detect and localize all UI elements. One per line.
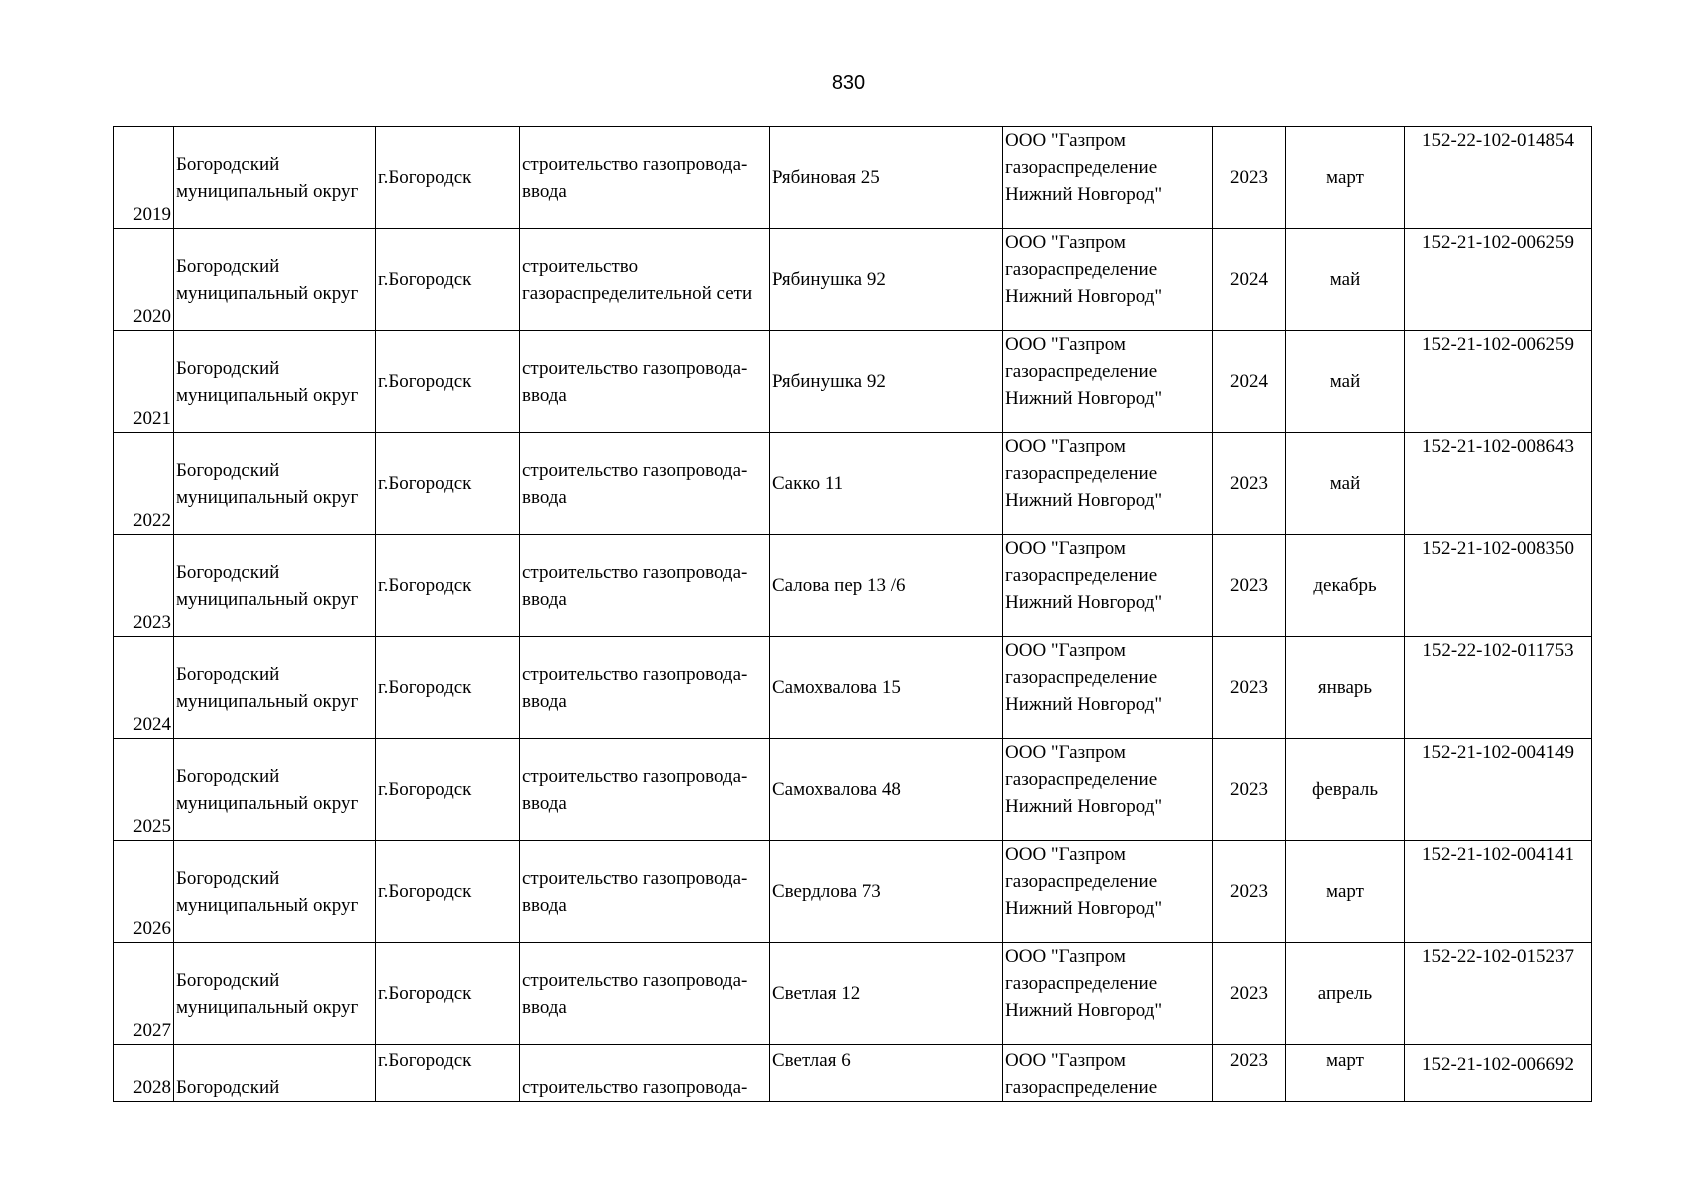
organization-cell-line: ООО "Газпром: [1005, 640, 1126, 661]
organization-cell-line: Нижний Новгород": [1005, 490, 1163, 511]
district-cell: [174, 229, 376, 331]
organization-cell-line: Нижний Новгород": [1005, 184, 1163, 205]
organization-cell-line: Нижний Новгород": [1005, 286, 1163, 307]
work-type-cell: [520, 229, 770, 331]
work-type-cell-line: строительство газопровода-: [522, 765, 748, 787]
organization-cell-line: Нижний Новгород": [1005, 898, 1163, 919]
district-cell-line: муниципальный округ: [176, 690, 359, 712]
year-cell: 2023: [1213, 127, 1286, 229]
table-row: [114, 841, 1592, 943]
row-number-cell: 2025: [114, 739, 174, 841]
district-cell-line: муниципальный округ: [176, 282, 359, 304]
city-cell: г.Богородск: [376, 943, 520, 1045]
district-cell-line: муниципальный округ: [176, 180, 359, 202]
city-cell: г.Богородск: [376, 637, 520, 739]
organization-cell-line: газораспределение: [1005, 565, 1158, 586]
table-row: [114, 127, 1592, 229]
city-cell: г.Богородск: [376, 229, 520, 331]
address-cell: Светлая 12: [770, 943, 1003, 1045]
work-type-cell-line: ввода: [522, 384, 567, 406]
organization-cell-line: ООО "Газпром: [1005, 232, 1126, 253]
organization-cell-line: Нижний Новгород": [1005, 388, 1163, 409]
district-cell: [174, 535, 376, 637]
page-number: 830: [831, 72, 866, 94]
month-cell: апрель: [1286, 943, 1405, 1045]
month-cell: март: [1286, 841, 1405, 943]
code-cell: 152-21-102-006692: [1405, 1045, 1592, 1102]
organization-cell-line: ООО "Газпром: [1005, 334, 1126, 355]
table-row: [114, 535, 1592, 637]
organization-cell: [1003, 637, 1213, 739]
work-type-cell: [520, 433, 770, 535]
table-row: [114, 739, 1592, 841]
district-cell-line: Богородский: [176, 867, 280, 889]
row-number-cell: 2024: [114, 637, 174, 739]
row-number-cell: 2021: [114, 331, 174, 433]
work-type-cell: [520, 535, 770, 637]
city-cell: г.Богородск: [376, 331, 520, 433]
month-cell: март: [1286, 127, 1405, 229]
work-type-cell-line: ввода: [522, 486, 567, 508]
work-type-cell: [520, 637, 770, 739]
city-cell: г.Богородск: [376, 841, 520, 943]
district-cell-line: Богородский: [176, 459, 280, 481]
organization-cell-line: газораспределение: [1005, 871, 1158, 892]
organization-cell-line: Нижний Новгород": [1005, 1000, 1163, 1021]
address-cell: Рябинушка 92: [770, 229, 1003, 331]
work-type-cell-line: строительство газопровода-: [522, 663, 748, 685]
district-cell: [174, 841, 376, 943]
district-cell-line: муниципальный округ: [176, 792, 359, 814]
month-cell: май: [1286, 331, 1405, 433]
work-type-cell: [520, 841, 770, 943]
district-cell-line: муниципальный округ: [176, 588, 359, 610]
organization-cell-line: Нижний Новгород": [1005, 694, 1163, 715]
work-type-cell-line: строительство газопровода-: [522, 867, 748, 889]
work-type-cell-line: строительство: [522, 255, 639, 277]
organization-cell-line: газораспределение: [1005, 361, 1158, 382]
work-type-cell-line: строительство газопровода-: [522, 969, 748, 991]
district-cell: [174, 433, 376, 535]
organization-cell: [1003, 739, 1213, 841]
city-cell: г.Богородск: [376, 433, 520, 535]
organization-cell: [1003, 331, 1213, 433]
work-type-cell-line: ввода: [522, 690, 567, 712]
row-number-cell: 2019: [114, 127, 174, 229]
district-cell: [174, 127, 376, 229]
organization-cell-line: газораспределение: [1005, 157, 1158, 178]
gas-works-table: [113, 126, 1592, 1102]
code-cell: 152-22-102-014854: [1405, 127, 1592, 229]
row-number-cell: 2023: [114, 535, 174, 637]
organization-cell: [1003, 943, 1213, 1045]
organization-cell: [1003, 535, 1213, 637]
organization-cell-line: газораспределение: [1005, 769, 1158, 790]
organization-cell: [1003, 127, 1213, 229]
table-row: [114, 637, 1592, 739]
row-number-cell: 2022: [114, 433, 174, 535]
district-cell-line: муниципальный округ: [176, 894, 359, 916]
row-number-cell: 2027: [114, 943, 174, 1045]
organization-cell-line: газораспределение: [1005, 667, 1158, 688]
organization-cell-line: ООО "Газпром: [1005, 538, 1126, 559]
address-cell: Рябинушка 92: [770, 331, 1003, 433]
year-cell: 2023: [1213, 433, 1286, 535]
district-cell-line: Богородский: [176, 663, 280, 685]
work-type-cell-line: строительство газопровода-: [522, 1077, 748, 1098]
year-cell: 2023: [1213, 1045, 1286, 1102]
organization-cell-line: газораспределение: [1005, 1077, 1158, 1098]
month-cell: январь: [1286, 637, 1405, 739]
address-cell: Самохвалова 15: [770, 637, 1003, 739]
code-cell: 152-22-102-011753: [1405, 637, 1592, 739]
work-type-cell: [520, 739, 770, 841]
organization-cell-line: ООО "Газпром: [1005, 130, 1126, 151]
organization-cell-line: ООО "Газпром: [1005, 946, 1126, 967]
district-cell: [174, 331, 376, 433]
year-cell: 2024: [1213, 331, 1286, 433]
work-type-cell-line: ввода: [522, 894, 567, 916]
district-cell-line: муниципальный округ: [176, 486, 359, 508]
organization-cell-line: ООО "Газпром: [1005, 742, 1126, 763]
organization-cell-line: газораспределение: [1005, 463, 1158, 484]
district-cell-line: Богородский: [176, 255, 280, 277]
district-cell-line: Богородский: [176, 561, 280, 583]
code-cell: 152-21-102-004141: [1405, 841, 1592, 943]
row-number-cell: 2020: [114, 229, 174, 331]
month-cell: февраль: [1286, 739, 1405, 841]
organization-cell-line: ООО "Газпром: [1005, 436, 1126, 457]
address-cell: Сакко 11: [770, 433, 1003, 535]
district-cell-line: Богородский: [176, 357, 280, 379]
work-type-cell-line: ввода: [522, 996, 567, 1018]
district-cell-line: Богородский: [176, 765, 280, 787]
organization-cell-line: Нижний Новгород": [1005, 592, 1163, 613]
work-type-cell-line: строительство газопровода-: [522, 459, 748, 481]
year-cell: 2023: [1213, 535, 1286, 637]
year-cell: 2023: [1213, 739, 1286, 841]
district-cell: [174, 637, 376, 739]
table-body: [114, 127, 1592, 1102]
district-cell-line: Богородский: [176, 153, 280, 175]
code-cell: 152-21-102-008643: [1405, 433, 1592, 535]
code-cell: 152-21-102-004149: [1405, 739, 1592, 841]
organization-cell-line: ООО "Газпром: [1005, 844, 1126, 865]
organization-cell: [1003, 229, 1213, 331]
year-cell: 2023: [1213, 637, 1286, 739]
work-type-cell-line: строительство газопровода-: [522, 153, 748, 175]
district-cell-line: муниципальный округ: [176, 996, 359, 1018]
organization-cell-line: газораспределение: [1005, 973, 1158, 994]
work-type-cell: [520, 127, 770, 229]
city-cell: г.Богородск: [376, 127, 520, 229]
code-cell: 152-22-102-015237: [1405, 943, 1592, 1045]
month-cell: март: [1286, 1045, 1405, 1102]
work-type-cell-line: строительство газопровода-: [522, 561, 748, 583]
work-type-cell-line: ввода: [522, 588, 567, 610]
organization-cell-line: Нижний Новгород": [1005, 796, 1163, 817]
row-number-cell: 2028: [114, 1045, 174, 1102]
district-cell: [174, 943, 376, 1045]
district-cell: [174, 739, 376, 841]
city-cell: г.Богородск: [376, 535, 520, 637]
row-number-cell: 2026: [114, 841, 174, 943]
year-cell: 2023: [1213, 841, 1286, 943]
district-cell-line: муниципальный округ: [176, 384, 359, 406]
work-type-cell: [520, 943, 770, 1045]
month-cell: май: [1286, 433, 1405, 535]
work-type-cell-line: газораспределительной сети: [522, 282, 753, 304]
address-cell: Свердлова 73: [770, 841, 1003, 943]
address-cell: Рябиновая 25: [770, 127, 1003, 229]
organization-cell: [1003, 1045, 1213, 1102]
code-cell: 152-21-102-006259: [1405, 229, 1592, 331]
district-cell-line: Богородский: [176, 969, 280, 991]
work-type-cell: [520, 1045, 770, 1102]
organization-cell: [1003, 433, 1213, 535]
table-row: [114, 433, 1592, 535]
code-cell: 152-21-102-008350: [1405, 535, 1592, 637]
address-cell: Светлая 6: [770, 1045, 1003, 1102]
table-row: [114, 943, 1592, 1045]
year-cell: 2023: [1213, 943, 1286, 1045]
address-cell: Самохвалова 48: [770, 739, 1003, 841]
organization-cell-line: ООО "Газпром: [1005, 1050, 1126, 1071]
city-cell: г.Богородск: [376, 739, 520, 841]
work-type-cell-line: ввода: [522, 180, 567, 202]
table-row: [114, 331, 1592, 433]
organization-cell: [1003, 841, 1213, 943]
work-type-cell-line: строительство газопровода-: [522, 357, 748, 379]
address-cell: Салова пер 13 /6: [770, 535, 1003, 637]
month-cell: декабрь: [1286, 535, 1405, 637]
code-cell: 152-21-102-006259: [1405, 331, 1592, 433]
year-cell: 2024: [1213, 229, 1286, 331]
table-row: [114, 229, 1592, 331]
district-cell-line: Богородский: [176, 1077, 280, 1098]
organization-cell-line: газораспределение: [1005, 259, 1158, 280]
month-cell: май: [1286, 229, 1405, 331]
work-type-cell-line: ввода: [522, 792, 567, 814]
district-cell: [174, 1045, 376, 1102]
work-type-cell: [520, 331, 770, 433]
city-cell: г.Богородск: [376, 1045, 520, 1102]
table-row: [114, 1045, 1592, 1102]
